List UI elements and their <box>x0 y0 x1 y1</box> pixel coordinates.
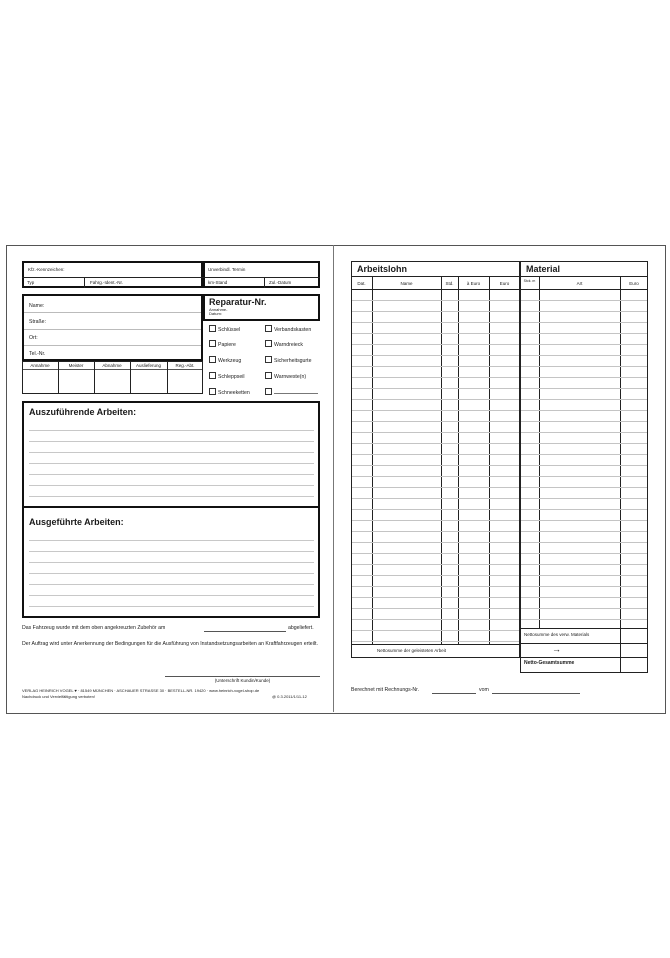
sign-label: Annahme <box>30 363 50 368</box>
checklist-item[interactable]: Sicherheitsgurte <box>265 356 312 364</box>
km-label: km-Stand <box>208 280 228 285</box>
appointment-label: Unverbindl. Termin <box>208 267 246 272</box>
checklist-item[interactable]: Schneeketten <box>209 388 250 396</box>
chassis-label: Fahrg.-Ident.-Nr. <box>90 280 124 285</box>
plate-label: Kfz.-Kennzeichen: <box>28 267 65 272</box>
accessory-suffix: abgeliefert. <box>288 625 314 631</box>
material-title: Material <box>526 264 561 274</box>
material-col-header: Euro <box>629 281 639 286</box>
checklist-item[interactable]: Papiere <box>209 340 236 348</box>
labor-col-header: à Euro <box>466 281 481 286</box>
sign-label: Abnahme <box>102 363 122 368</box>
invoice-label: Berechnet mit Rechnungs-Nr. <box>351 687 420 693</box>
labor-net-label: Nettosumme der geleisteten Arbeit <box>377 648 447 653</box>
type-label: Typ <box>27 280 35 285</box>
name-label: Name: <box>29 303 45 309</box>
city-label: Ort: <box>29 335 38 341</box>
checklist-item[interactable]: Warndreieck <box>265 340 303 348</box>
invoice-number-line[interactable] <box>432 693 476 694</box>
labor-col-header: Std. <box>445 281 454 286</box>
total-label: Netto-Gesamtsumme <box>524 660 575 666</box>
labor-rows[interactable] <box>352 290 519 643</box>
repair-title: Reparatur-Nr. <box>209 297 267 307</box>
checklist-item[interactable]: Warnweste(n) <box>265 372 306 380</box>
tasks-todo-title: Auszuführende Arbeiten: <box>29 407 137 417</box>
street-label: Straße: <box>29 319 47 325</box>
labor-col-header: Euro <box>499 281 510 286</box>
checklist-item[interactable]: Schleppseil <box>209 372 245 380</box>
footer-code: @ 0.3.2011/1/11-12 <box>272 694 307 699</box>
checklist-item[interactable]: Schlüssel <box>209 325 240 333</box>
tasks-done-title: Ausgeführte Arbeiten: <box>29 517 124 527</box>
footer-publisher: VERLAG HEINRICH VOGEL ♥ · 81549 MÜNCHEN · ASCHAUER STRASSE 30 · BESTELL-NR. 19420 · www.heinrich-vogel-shop.de <box>22 688 260 693</box>
accessory-text: Das Fahrzeug wurde mit dem oben angekreuzten Zubehör am <box>22 625 166 631</box>
phone-label: Tel.-Nr. <box>29 351 46 357</box>
material-col-header: Stck. m <box>523 279 536 283</box>
material-net-label: Nettosumme des verw. Materials <box>524 632 590 637</box>
customer-block <box>22 294 203 361</box>
labor-col-header: Dat. <box>357 281 366 286</box>
material-col-header: Art <box>576 281 583 286</box>
signature-label: (Unterschrift Kundin/Kunde) <box>214 678 271 683</box>
checklist-item-other[interactable] <box>265 388 318 396</box>
labor-col-header: Name <box>400 281 413 286</box>
tasks-todo-lines[interactable] <box>29 420 314 505</box>
sign-label: Auslieferung <box>135 363 162 368</box>
checklist-item[interactable]: Werkzeug <box>209 356 241 364</box>
material-rows[interactable] <box>521 290 647 628</box>
sign-label: Reg.-Abt. <box>175 363 195 368</box>
signature-line[interactable] <box>165 676 320 677</box>
checklist-item[interactable]: Verbandskasten <box>265 325 311 333</box>
tasks-done-lines[interactable] <box>29 530 314 614</box>
transfer-arrow: → <box>552 644 561 654</box>
invoice-from: vom <box>479 687 489 693</box>
sign-label: Meister <box>68 363 84 368</box>
accessory-date-line[interactable] <box>204 631 286 632</box>
page-fold <box>333 245 334 712</box>
reg-date-label: Zul.-Datum <box>269 280 292 285</box>
invoice-date-line[interactable] <box>492 693 580 694</box>
terms-text: Der Auftrag wird unter Anerkennung der Bedingungen für die Ausführung von Instandsetzungsarbeiten an Kraftfahrzeugen erteilt. <box>22 641 318 647</box>
repair-date-label-2: Datum: <box>209 311 222 316</box>
footer-copy: Nachdruck und Vervielfältigung verboten! <box>22 694 95 699</box>
repair-date-label-1: Annahme- <box>209 307 228 312</box>
labor-title: Arbeitslohn <box>357 264 408 274</box>
